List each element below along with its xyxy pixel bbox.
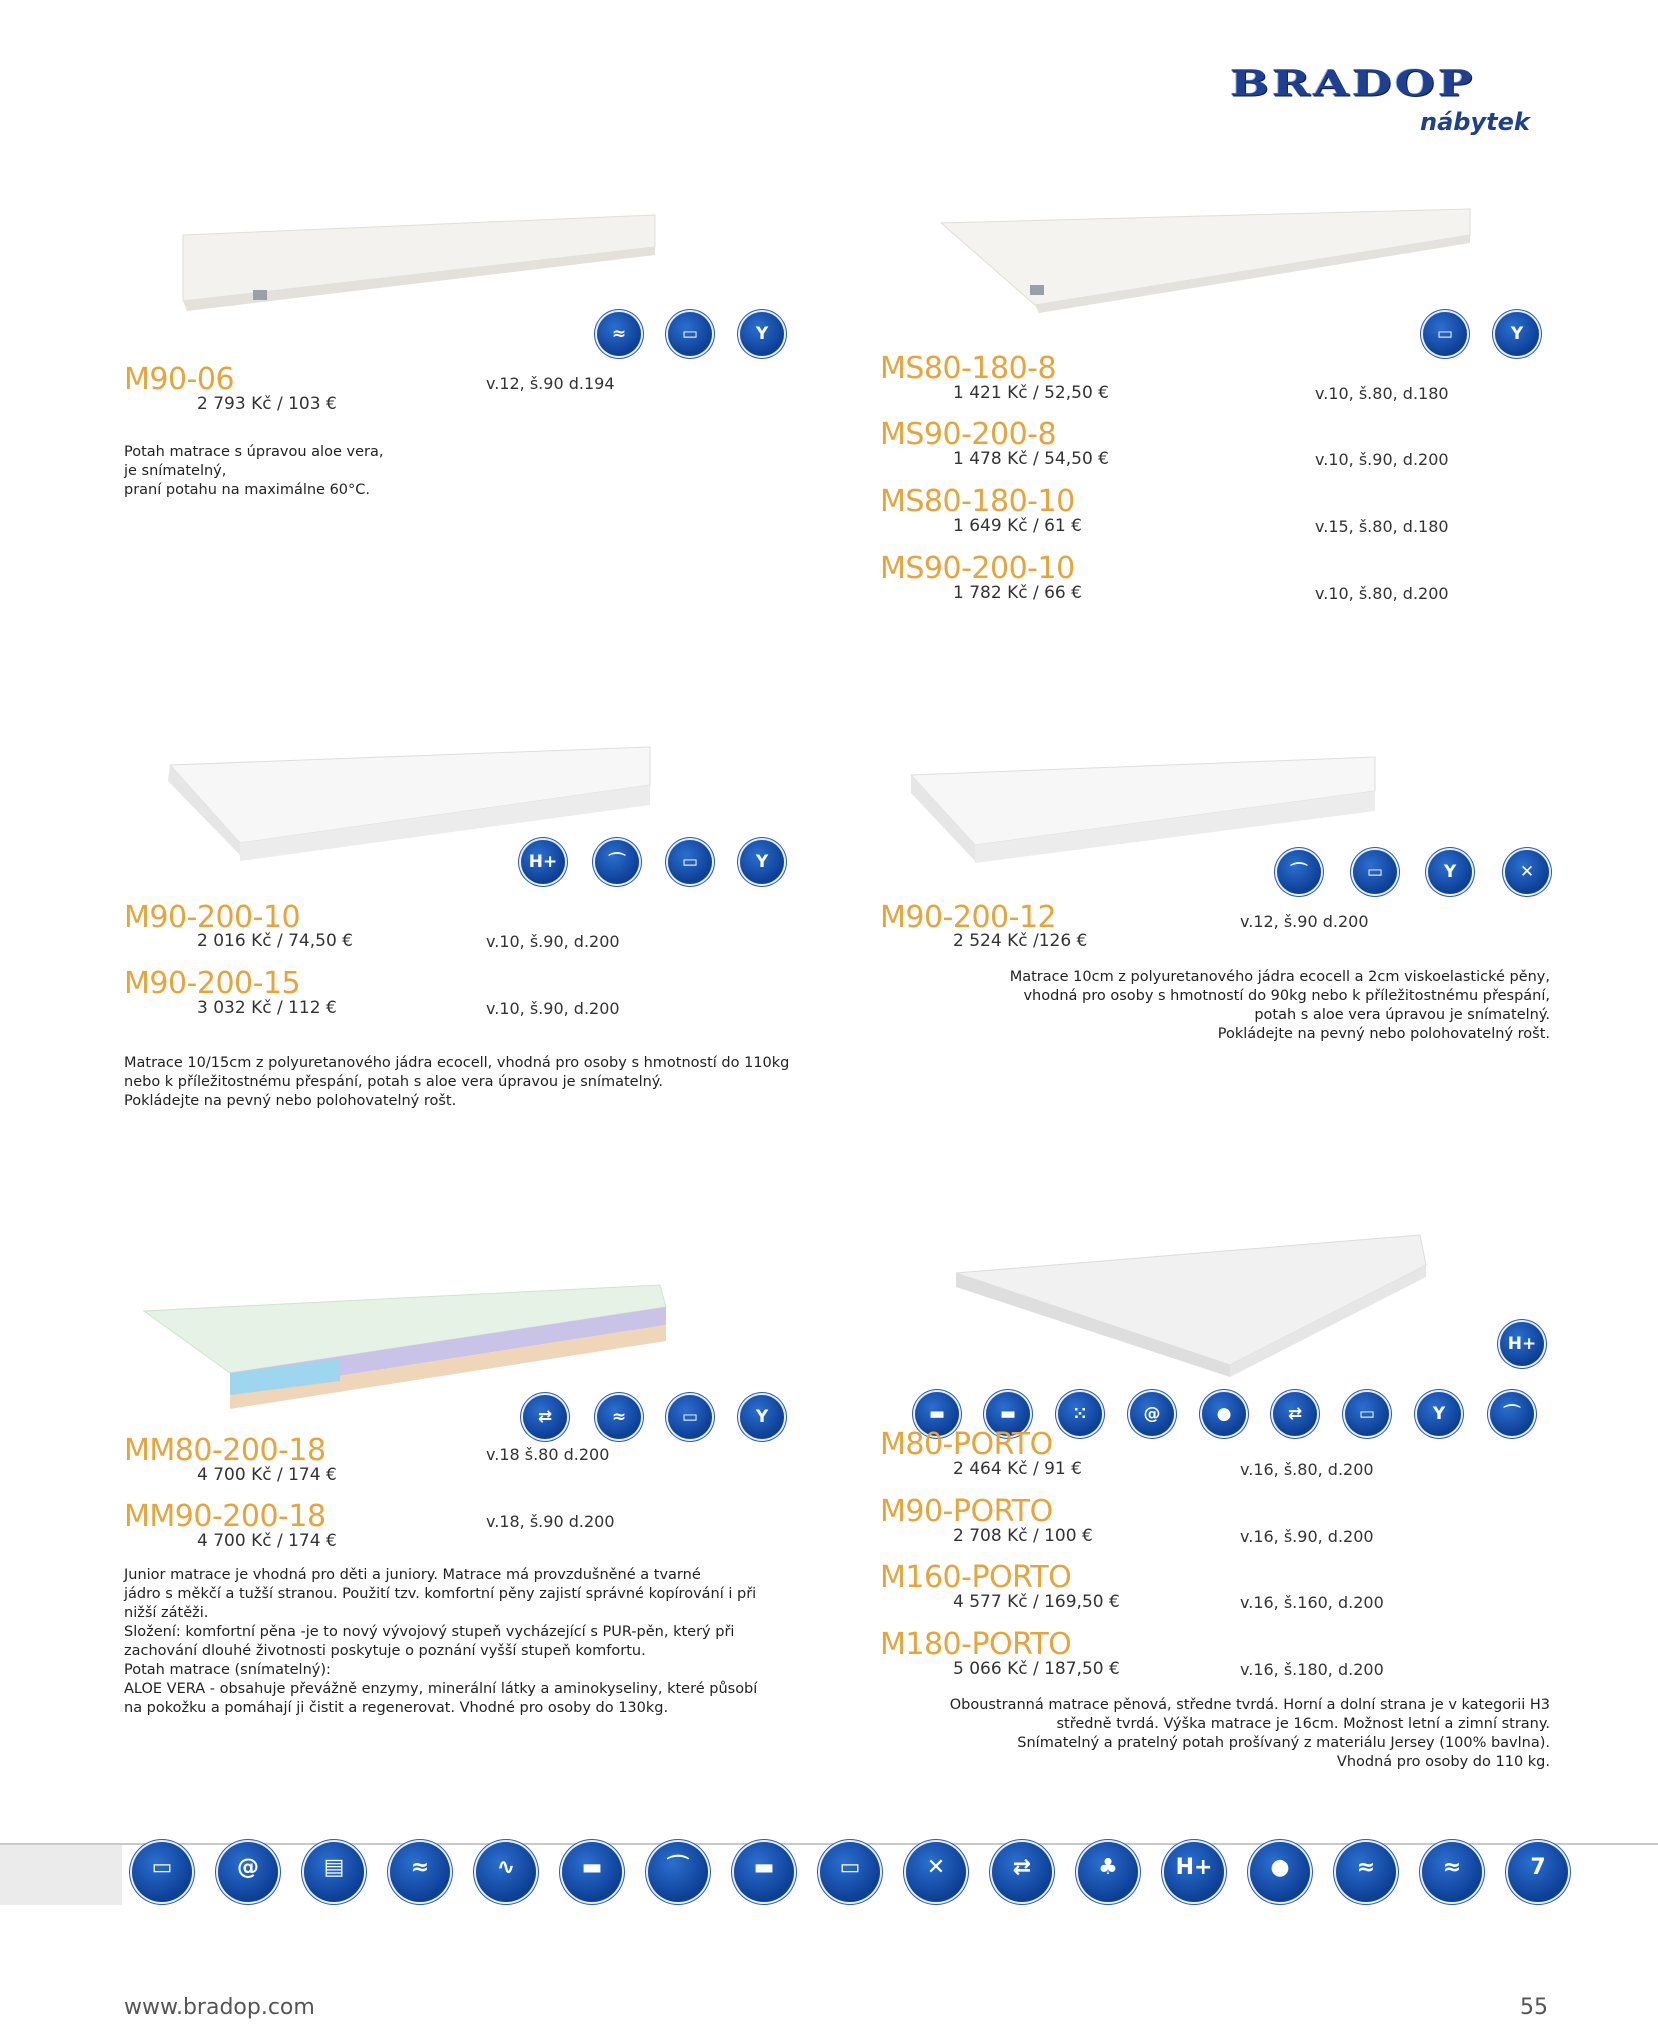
footer-url[interactable]: www.bradop.com [124, 1995, 315, 2020]
brand-subtitle: nábytek [1420, 108, 1530, 136]
product-code: M90-200-12 [880, 900, 1057, 935]
seven-zones-icon: 7 [1508, 1842, 1568, 1902]
product-price: 2 016 Kč / 74,50 € [197, 931, 353, 951]
foam-icon: ▭ [668, 312, 712, 356]
aloe-vera-icon: Y [740, 840, 784, 884]
pocket-springs-icon: ⁙ [1058, 1392, 1102, 1436]
product-dimensions: v.10, š.90, d.200 [486, 999, 620, 1018]
product-dimensions: v.12, š.90 d.194 [486, 374, 615, 393]
foam-icon: ▭ [1423, 312, 1467, 356]
product-dimensions: v.10, š.90, d.200 [1315, 450, 1449, 469]
product-price: 1 421 Kč / 52,50 € [953, 383, 1109, 403]
product-price: 2 524 Kč /126 € [953, 931, 1088, 951]
wool-icon: @ [218, 1842, 278, 1902]
product-dimensions: v.18 š.80 d.200 [486, 1445, 610, 1464]
product-code: M80-PORTO [880, 1427, 1053, 1462]
adjustable-icon: ⌒ [648, 1842, 708, 1902]
product-price: 2 793 Kč / 103 € [197, 394, 337, 414]
wool-icon: @ [1130, 1392, 1174, 1436]
product-price: 4 700 Kč / 174 € [197, 1531, 337, 1551]
zipper-cover-icon: ▬ [986, 1392, 1030, 1436]
product-code: MS80-180-8 [880, 351, 1057, 386]
product-dimensions: v.16, š.180, d.200 [1240, 1660, 1384, 1679]
aloe-vera-icon: Y [1495, 312, 1539, 356]
coconut-core-icon: ♣ [1078, 1842, 1138, 1902]
product-code: MM80-200-18 [124, 1433, 326, 1468]
aloe-vera-icon: Y [740, 1395, 784, 1439]
product-code: MM90-200-18 [124, 1499, 326, 1534]
product-description: Potah matrace s úpravou aloe vera, je snímatelný, praní potahu na maximálne 60°C. [124, 444, 384, 498]
removable-cover-icon: ▤ [304, 1842, 364, 1902]
foam-icon: ▭ [1353, 850, 1397, 894]
adjustable-icon: ⌒ [1277, 850, 1321, 894]
page-number: 55 [1520, 1995, 1548, 2020]
mattress-image-m90-06 [175, 205, 665, 325]
zipper-cover-icon: ▬ [734, 1842, 794, 1902]
product-description: Junior matrace je vhodná pro děti a juniory. Matrace má provzdušněné a tvarné jádro s měkčí a tužší stranou. Použití tzv. komfortní pěny zajistí správné kopírování i při nižší zátěži. Složení: komfortní pěna -je to nový vývojový stupeň vycházející s PUR-pěn, který při zachování dlouhé životnosti poskytuje o poznání vyšší stupeň komfortu. Potah matrace (snímatelný): ALOE VERA - obsahuje převážně enzymy, minerální látky a aminokyseliny, které působí na pokožku a pomáhají ji čistit a regenerovat. Vhodné pro osoby do 130kg. [124, 1567, 758, 1716]
h-plus-icon: H+ [1500, 1322, 1544, 1366]
washing-40-icon: ≈ [1422, 1842, 1482, 1902]
product-code: M90-200-10 [124, 900, 301, 935]
washing-icon: ≈ [597, 312, 641, 356]
product-description: Matrace 10cm z polyuretanového jádra ecocell a 2cm viskoelastické pěny, vhodná pro osoby s hmotností do 90kg nebo k příležitostnému přespání, potah s aloe vera úpravou je snímatelný. Pokládejte na pevný nebo polohovatelný rošt. [1009, 969, 1550, 1042]
mattress-image-mm-junior [140, 1255, 680, 1415]
foam-icon: ▭ [668, 1395, 712, 1439]
hand-wash-icon: ≈ [390, 1842, 450, 1902]
aloe-vera-icon: Y [740, 312, 784, 356]
product-code: MS80-180-10 [880, 484, 1075, 519]
h-plus-icon: H+ [521, 840, 565, 884]
memory-foam-icon: ✕ [906, 1842, 966, 1902]
aloe-vera-icon: Y [1428, 850, 1472, 894]
hygiene-icon: ● [1250, 1842, 1310, 1902]
product-dimensions: v.16, š.160, d.200 [1240, 1593, 1384, 1612]
product-dimensions: v.16, š.80, d.200 [1240, 1460, 1374, 1479]
product-code: MS90-200-8 [880, 417, 1057, 452]
product-price: 1 649 Kč / 61 € [953, 516, 1082, 536]
protective-cover-icon: ▬ [562, 1842, 622, 1902]
h-plus-icon: H+ [1164, 1842, 1224, 1902]
adjustable-icon: ⌒ [595, 840, 639, 884]
product-description: Oboustranná matrace pěnová, středne tvrdá. Horní a dolní strana je v kategorii H3 středně tvrdá. Výška matrace je 16cm. Možnost letní a zimní strany. Snímatelný a pratelný potah prošívaný z materiálu Jersey (100% bavlna). Vhodná pro osoby do 110 kg. [949, 1697, 1550, 1770]
memory-foam-icon: ✕ [1505, 850, 1549, 894]
two-sided-icon: ⇄ [992, 1842, 1052, 1902]
product-dimensions: v.12, š.90 d.200 [1240, 912, 1369, 931]
footer-grey-block [0, 1845, 122, 1905]
mattress-image-porto [950, 1225, 1440, 1385]
foam-icon: ▭ [668, 840, 712, 884]
product-price: 2 464 Kč / 91 € [953, 1459, 1082, 1479]
hygiene-icon: ● [1202, 1392, 1246, 1436]
product-price: 2 708 Kč / 100 € [953, 1526, 1093, 1546]
product-price: 1 478 Kč / 54,50 € [953, 449, 1109, 469]
mattress-image-m90-200-10 [160, 725, 660, 865]
product-description: Matrace 10/15cm z polyuretanového jádra ecocell, vhodná pro osoby s hmotností do 110kg nebo k příležitostnému přespání, potah s aloe vera úpravou je snímatelný. Pokládejte na pevný nebo polohovatelný rošt. [124, 1055, 790, 1109]
aloe-vera-icon: Y [1417, 1392, 1461, 1436]
protective-cover-icon: ▬ [915, 1392, 959, 1436]
two-sided-icon: ⇄ [1273, 1392, 1317, 1436]
product-dimensions: v.10, š.80, d.200 [1315, 584, 1449, 603]
product-dimensions: v.18, š.90 d.200 [486, 1512, 615, 1531]
adjustable-icon: ⌒ [1490, 1392, 1534, 1436]
firm-foam-icon: ▭ [820, 1842, 880, 1902]
brand-logo: BRADOP [1230, 62, 1476, 105]
product-dimensions: v.16, š.90, d.200 [1240, 1527, 1374, 1546]
product-code: MS90-200-10 [880, 551, 1075, 586]
product-dimensions: v.10, š.80, d.180 [1315, 384, 1449, 403]
foam-icon: ▭ [1345, 1392, 1389, 1436]
springs-icon: ∿ [476, 1842, 536, 1902]
product-dimensions: v.10, š.90, d.200 [486, 932, 620, 951]
product-dimensions: v.15, š.80, d.180 [1315, 517, 1449, 536]
mattress-image-m90-200-12 [905, 735, 1385, 875]
foam-icon: ▭ [132, 1842, 192, 1902]
product-price: 5 066 Kč / 187,50 € [953, 1659, 1120, 1679]
product-code-m90-06: M90-06 [124, 362, 235, 397]
product-price: 3 032 Kč / 112 € [197, 998, 337, 1018]
product-code: M90-200-15 [124, 966, 301, 1001]
product-code: M180-PORTO [880, 1627, 1072, 1662]
product-code: M90-PORTO [880, 1494, 1053, 1529]
washing-icon: ≈ [597, 1395, 641, 1439]
product-price: 4 577 Kč / 169,50 € [953, 1592, 1120, 1612]
product-code: M160-PORTO [880, 1560, 1072, 1595]
product-price: 4 700 Kč / 174 € [197, 1465, 337, 1485]
two-sided-icon: ⇄ [523, 1395, 567, 1439]
product-price: 1 782 Kč / 66 € [953, 583, 1082, 603]
washing-icon: ≈ [1336, 1842, 1396, 1902]
mattress-image-ms [935, 195, 1475, 325]
